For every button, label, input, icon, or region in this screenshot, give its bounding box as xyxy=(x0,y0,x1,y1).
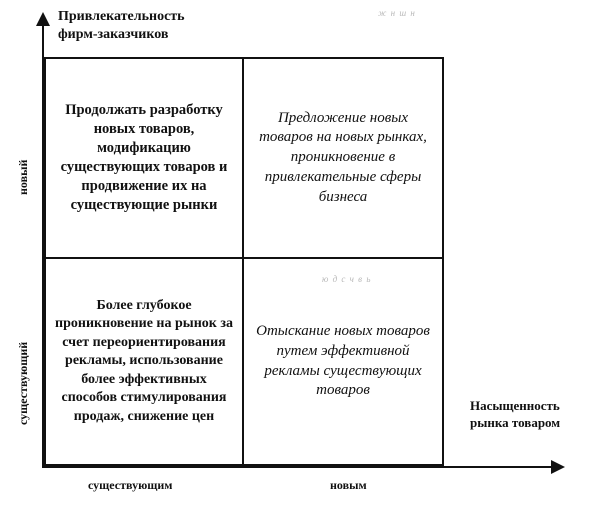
matrix-cell-text: Предложение новых товаров на новых рынках, проникновение в привлекательные сферы бизнеса xyxy=(259,109,427,205)
y-axis-category-existing: существующий xyxy=(16,341,30,425)
x-axis-arrow-icon xyxy=(551,460,565,474)
y-axis-title-line-2: фирм-заказчиков xyxy=(58,26,169,42)
matrix-cell-top-right xyxy=(244,59,442,259)
y-axis-arrow-icon xyxy=(36,12,50,26)
matrix-cell-text: Отыскание новых товаров путем эффективной рекламы существующих товаров xyxy=(256,322,430,399)
x-axis-category-existing: существующим xyxy=(88,478,173,492)
y-axis-category-new: новый xyxy=(16,159,30,195)
matrix-cell-text: Продолжать разработку новых товаров, модификацию существующих товаров и продвижение их на существующие рынки xyxy=(60,101,228,214)
x-axis-title-line-2: рынка товаром xyxy=(470,414,561,430)
scan-artifact-top: ж н ш н xyxy=(378,8,416,18)
strategy-matrix xyxy=(44,57,444,466)
matrix-cell-bottom-right xyxy=(244,259,442,464)
x-axis-title xyxy=(470,398,610,432)
scan-artifact-middle: ю д с ч в ь xyxy=(322,274,372,284)
y-axis-title-line-1: Привлекательность xyxy=(58,9,185,24)
y-axis-title xyxy=(58,8,278,43)
x-axis-title-line-1: Насыщенность xyxy=(470,398,560,413)
matrix-cell-text: Более глубокое проникновение на рынок за счет переориентирования рекламы, использование более эффективных способов стимулирования продаж, снижение цен xyxy=(55,297,233,424)
x-axis-line xyxy=(42,466,555,468)
matrix-cell-top-left xyxy=(46,59,244,259)
matrix-cell-bottom-left xyxy=(46,259,244,464)
x-axis-category-new: новым xyxy=(330,478,367,492)
